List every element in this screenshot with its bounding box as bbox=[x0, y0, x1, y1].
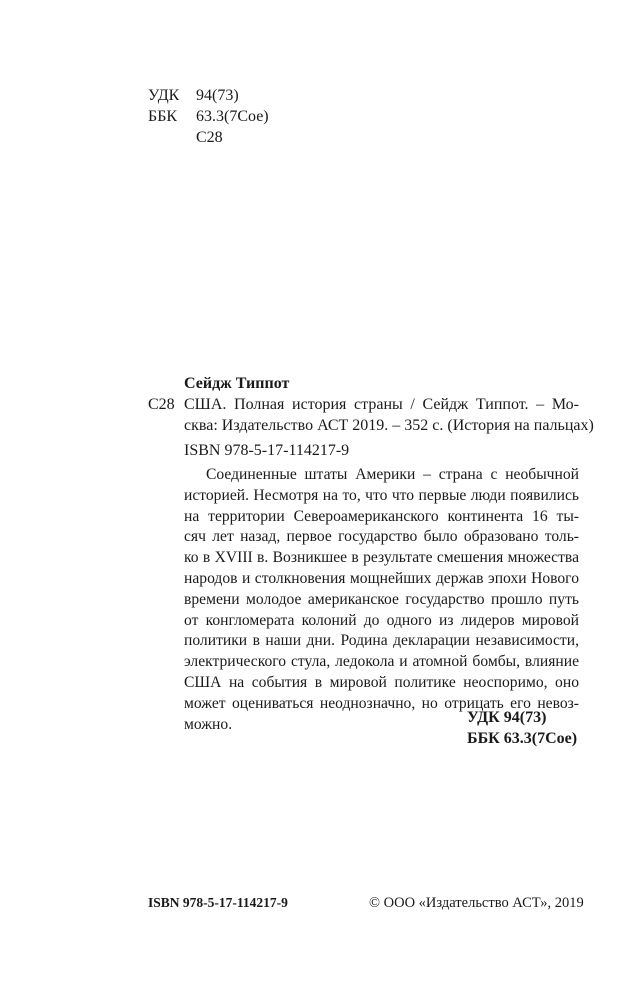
author-mark: С28 bbox=[196, 129, 223, 146]
udk-label: УДК bbox=[148, 87, 180, 104]
annotation-line: электрического стула, ледокола и атомной бомбы, влияние bbox=[184, 653, 579, 671]
annotation-line: США на события в мировой политике неоспоримо, оно bbox=[184, 673, 579, 691]
card-code: С28 bbox=[148, 396, 175, 413]
annotation-line: от конгломерата колоний до одного из лидеров мировой bbox=[184, 611, 579, 629]
annotation-line: ко в XVIII в. Возникшее в результате смешения множества bbox=[184, 549, 579, 567]
bottom-udk: УДК 94(73) bbox=[467, 709, 547, 726]
annotation-line: можно. bbox=[184, 715, 233, 733]
bbk-label: ББК bbox=[148, 108, 178, 125]
annotation-line: может оцениваться неоднозначно, но отрицать его невоз- bbox=[184, 694, 579, 712]
card-isbn: ISBN 978-5-17-114217-9 bbox=[184, 442, 350, 459]
card-author: Сейдж Типпот bbox=[184, 375, 290, 392]
udk-value: 94(73) bbox=[196, 87, 239, 104]
footer-isbn: ISBN 978-5-17-114217-9 bbox=[148, 895, 288, 910]
annotation-line: сяч лет назад, первое государство было образовано толь- bbox=[184, 528, 579, 546]
footer-copyright: © ООО «Издательство АСТ», 2019 bbox=[369, 895, 584, 911]
bottom-bbk: ББК 63.3(7Сое) bbox=[467, 730, 578, 747]
bbk-value: 63.3(7Сое) bbox=[196, 108, 269, 125]
card-description-line-2: сква: Издательство АСТ 2019. – 352 с. (История на пальцах) bbox=[184, 417, 594, 434]
card-description-line-1: США. Полная история страны / Сейдж Типпот. – Мо- bbox=[184, 396, 579, 413]
annotation-paragraph bbox=[184, 465, 579, 735]
annotation-line: на территории Североамериканского континента 16 ты- bbox=[184, 507, 579, 525]
annotation-line: историей. Несмотря на то, что что первые люди появились bbox=[184, 486, 579, 504]
annotation-line: времени молодое американское государство прошло путь bbox=[184, 590, 579, 608]
annotation-line: политики в наши дни. Родина декларации независимости, bbox=[184, 632, 579, 650]
annotation-line: Соединенные штаты Америки – страна с необычной bbox=[206, 466, 579, 483]
annotation-line: народов и столкновения мощнейших держав эпохи Нового bbox=[184, 569, 579, 587]
